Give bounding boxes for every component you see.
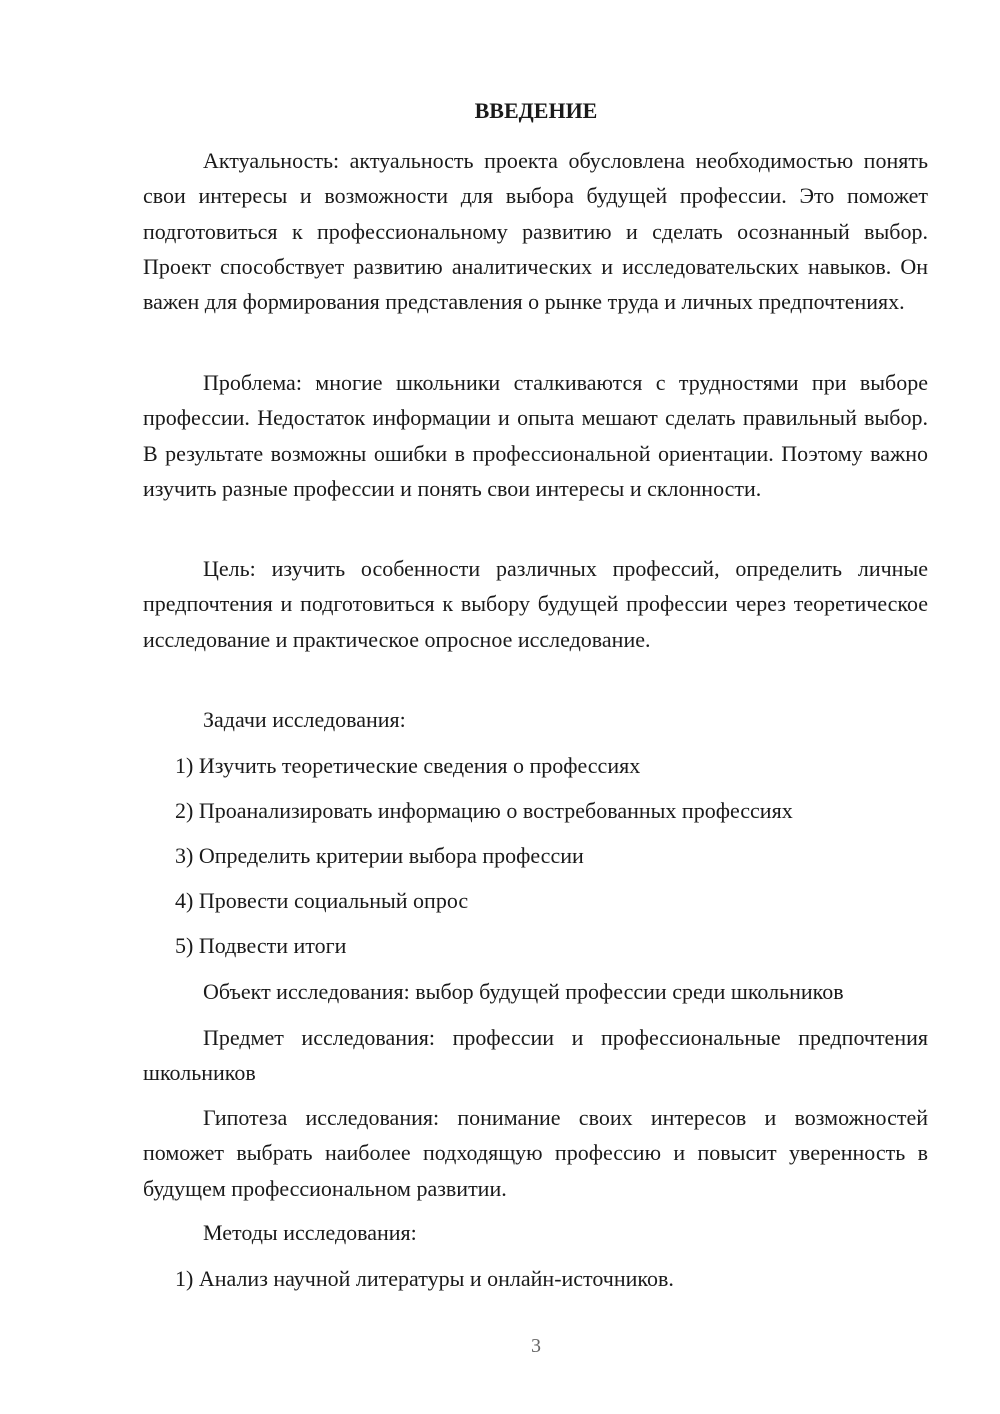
subject-paragraph: Предмет исследования: профессии и профессиональные предпочтения школьников: [143, 1025, 928, 1086]
task-item: 5) Подвести итоги: [175, 933, 347, 958]
tasks-heading: Задачи исследования:: [203, 707, 406, 732]
relevance-paragraph: Актуальность: актуальность проекта обусловлена необходимостью понять свои интересы и возможности для выбора будущей профессии. Это поможет подготовиться к профессиональному развитию и сделать осознанный выбор. Проект способствует развитию аналитических и исследовательских навыков. Он важен для формирования представления о рынке труда и личных предпочтениях.: [143, 148, 928, 315]
page-title: ВВЕДЕНИЕ: [474, 98, 598, 123]
problem-paragraph: Проблема: многие школьники сталкиваются с трудностями при выборе профессии. Недостаток информации и опыта мешают сделать правильный выбор. В результате возможны ошибки в профессиональной ориентации. Поэтому важно изучить разные профессии и понять свои интересы и склонности.: [143, 370, 928, 501]
hypothesis-paragraph: Гипотеза исследования: понимание своих интересов и возможностей поможет выбрать наиболее подходящую профессию и повысит уверенность в будущем профессиональном развитии.: [143, 1105, 928, 1201]
goal-paragraph: Цель: изучить особенности различных профессий, определить личные предпочтения и подготовиться к выбору будущей профессии через теоретическое исследование и практическое опросное исследование.: [143, 556, 928, 652]
object-line: Объект исследования: выбор будущей профессии среди школьников: [203, 979, 844, 1004]
task-item: 4) Провести социальный опрос: [175, 888, 469, 913]
page-number: 3: [531, 1335, 541, 1357]
task-item: 3) Определить критерии выбора профессии: [175, 843, 584, 868]
task-item: 1) Изучить теоретические сведения о профессиях: [175, 753, 641, 778]
task-item: 2) Проанализировать информацию о востребованных профессиях: [175, 798, 793, 823]
methods-heading: Методы исследования:: [203, 1220, 417, 1245]
method-item: 1) Анализ научной литературы и онлайн-источников.: [175, 1266, 674, 1291]
